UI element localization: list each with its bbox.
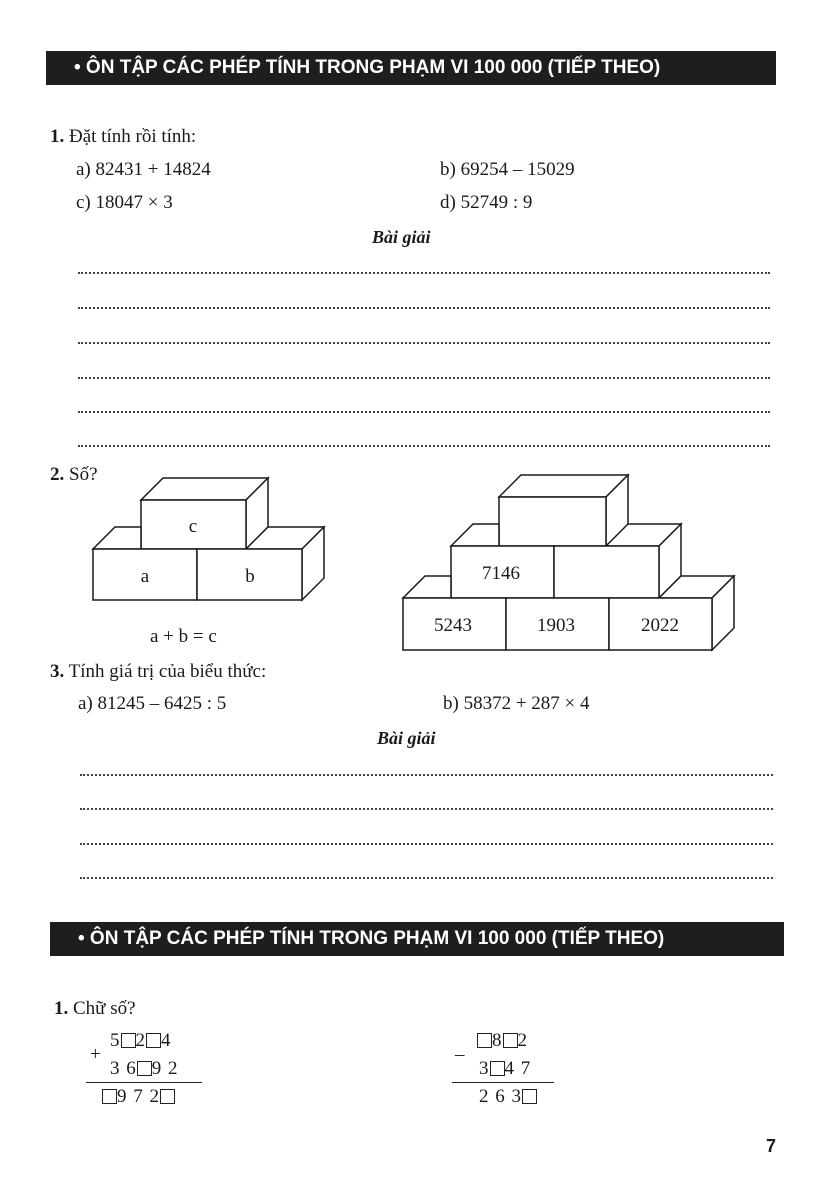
exercise-number: 3. (50, 661, 65, 682)
block-c-label: c (188, 516, 198, 537)
block-middle-empty (554, 546, 659, 598)
ex1-item-a: a) 82431 + 14824 (76, 159, 211, 180)
ex3-item-a: a) 81245 – 6425 : 5 (78, 693, 227, 714)
exercise-number: 1. (54, 998, 69, 1019)
digit-box[interactable] (490, 1061, 505, 1076)
digit-box[interactable] (121, 1033, 136, 1048)
answer-line[interactable] (78, 411, 770, 413)
block-bottom-mid-label: 1903 (537, 615, 575, 636)
addition-result: 9 7 2 (102, 1086, 175, 1108)
solution-heading-3: Bài giải (377, 728, 436, 748)
exercise-text: Chữ số? (73, 998, 136, 1019)
exercise-number: 1. (50, 126, 65, 147)
answer-line[interactable] (78, 377, 770, 379)
exercise-3-title (50, 661, 266, 683)
difference-line (452, 1082, 554, 1083)
digit-box[interactable] (522, 1089, 537, 1104)
exercise-text: Số? (69, 464, 98, 485)
answer-line[interactable] (78, 342, 770, 344)
block-bottom-right-label: 2022 (641, 615, 679, 636)
large-block-pyramid (398, 470, 743, 660)
digit-box[interactable] (477, 1033, 492, 1048)
answer-line[interactable] (78, 272, 770, 274)
answer-line[interactable] (80, 843, 773, 845)
exercise-text: Đặt tính rồi tính: (69, 126, 197, 147)
digit-box[interactable] (160, 1089, 175, 1104)
digit-box[interactable] (146, 1033, 161, 1048)
addition-row-1: 5 2 4 (110, 1030, 172, 1051)
answer-line[interactable] (80, 808, 773, 810)
ex1-item-d: d) 52749 : 9 (440, 192, 533, 213)
answer-line[interactable] (78, 445, 770, 447)
page-number: 7 (766, 1136, 777, 1156)
subtraction-row-1: 8 2 (477, 1030, 528, 1052)
digit-box[interactable] (102, 1089, 117, 1104)
minus-sign: – (455, 1044, 465, 1065)
addition-row-2: 3 6 9 2 (110, 1058, 179, 1079)
sum-line (86, 1082, 202, 1083)
block-bottom-left-label: 5243 (434, 615, 472, 636)
ex3-item-b: b) 58372 + 287 × 4 (443, 693, 590, 714)
solution-heading-1: Bài giải (372, 227, 431, 247)
digit-box[interactable] (503, 1033, 518, 1048)
answer-line[interactable] (80, 877, 773, 879)
ex1-item-b: b) 69254 – 15029 (440, 159, 575, 180)
subtraction-result: 2 6 3 (479, 1086, 537, 1108)
block-top-empty (499, 497, 606, 546)
answer-line[interactable] (78, 307, 770, 309)
exercise-number: 2. (50, 464, 65, 485)
answer-line[interactable] (80, 774, 773, 776)
section2-exercise-1-title (54, 998, 136, 1020)
ex1-item-c: c) 18047 × 3 (76, 192, 173, 213)
digit-box[interactable] (137, 1061, 152, 1076)
subtraction-row-2: 3 4 7 (479, 1058, 532, 1079)
block-middle-left-label: 7146 (482, 563, 520, 584)
exercise-text: Tính giá trị của biểu thức: (68, 661, 267, 682)
block-a-label: a (140, 566, 150, 587)
plus-sign: + (90, 1044, 101, 1065)
section-banner-1: • ÔN TẬP CÁC PHÉP TÍNH TRONG PHẠM VI 100 000 (TIẾP THEO) (46, 51, 776, 85)
small-block-pyramid (88, 472, 333, 607)
block-b-label: b (245, 566, 255, 587)
exercise-1-title (50, 126, 196, 148)
pyramid-caption: a + b = c (150, 626, 217, 647)
section-banner-2: • ÔN TẬP CÁC PHÉP TÍNH TRONG PHẠM VI 100 000 (TIẾP THEO) (50, 922, 784, 956)
